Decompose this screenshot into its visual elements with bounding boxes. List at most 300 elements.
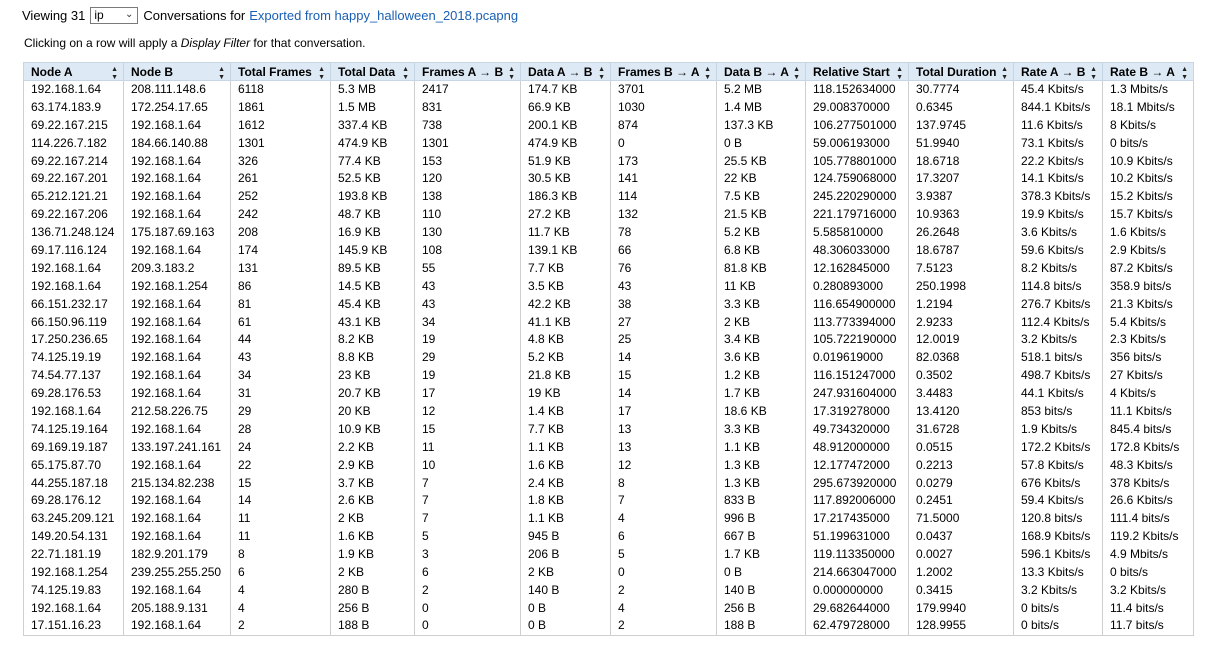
column-header[interactable] [231, 63, 331, 81]
sort-icon: ▲ ▼ [402, 66, 409, 81]
table-cell: 874 [611, 116, 717, 134]
table-cell: 17.319278000 [806, 403, 909, 421]
table-cell: 0.6345 [909, 98, 1014, 116]
table-cell: 11.7 bits/s [1103, 617, 1194, 635]
table-cell: 13 [611, 438, 717, 456]
table-cell: 1.2 KB [717, 367, 806, 385]
table-cell: 192.168.1.64 [24, 277, 124, 295]
hint-suffix: for that conversation. [250, 36, 366, 50]
column-header[interactable] [611, 63, 717, 81]
table-cell: 4 [611, 510, 717, 528]
table-cell: 28 [231, 420, 331, 438]
hint-prefix: Clicking on a row will apply a [24, 36, 181, 50]
table-cell: 11.1 Kbits/s [1103, 403, 1194, 421]
table-row[interactable] [24, 224, 1194, 242]
column-header-label: Rate B → A [1110, 64, 1175, 79]
table-cell: 48.3 Kbits/s [1103, 456, 1194, 474]
table-cell: 0.280893000 [806, 277, 909, 295]
table-cell: 337.4 KB [331, 116, 415, 134]
table-cell: 192.168.1.64 [124, 385, 231, 403]
protocol-select-value: ip [94, 8, 104, 22]
table-cell: 192.168.1.64 [124, 188, 231, 206]
table-cell: 17.3207 [909, 170, 1014, 188]
table-cell: 27.2 KB [521, 206, 611, 224]
table-row[interactable] [24, 492, 1194, 510]
table-cell: 192.168.1.64 [124, 617, 231, 635]
table-cell: 136.71.248.124 [24, 224, 124, 242]
table-cell: 59.006193000 [806, 134, 909, 152]
table-cell: 86 [231, 277, 331, 295]
table-cell: 18.6787 [909, 242, 1014, 260]
table-row[interactable] [24, 331, 1194, 349]
column-header-label: Total Frames [238, 64, 312, 79]
table-cell: 11.7 KB [521, 224, 611, 242]
table-cell: 256 B [717, 599, 806, 617]
table-cell: 44.1 Kbits/s [1014, 385, 1103, 403]
table-cell: 74.125.19.19 [24, 349, 124, 367]
table-cell: 996 B [717, 510, 806, 528]
table-cell: 14.5 KB [331, 277, 415, 295]
column-header-label: Frames A → B [422, 64, 504, 79]
table-cell: 1030 [611, 98, 717, 116]
table-cell: 8 [231, 546, 331, 564]
table-cell: 193.8 KB [331, 188, 415, 206]
table-row[interactable] [24, 367, 1194, 385]
table-cell: 19 [415, 367, 521, 385]
table-cell: 833 B [717, 492, 806, 510]
column-header[interactable] [1103, 63, 1194, 81]
table-cell: 4 [231, 581, 331, 599]
table-cell: 1.3 KB [717, 456, 806, 474]
table-cell: 18.6718 [909, 152, 1014, 170]
table-cell: 0 [611, 564, 717, 582]
table-row[interactable] [24, 581, 1194, 599]
table-cell: 116.654900000 [806, 295, 909, 313]
table-cell: 1861 [231, 98, 331, 116]
table-cell: 192.168.1.64 [124, 295, 231, 313]
table-cell: 7 [415, 492, 521, 510]
column-header[interactable] [331, 63, 415, 81]
table-cell: 61 [231, 313, 331, 331]
table-cell: 831 [415, 98, 521, 116]
table-cell: 140 B [521, 581, 611, 599]
table-cell: 295.673920000 [806, 474, 909, 492]
table-row[interactable] [24, 206, 1194, 224]
table-cell: 175.187.69.163 [124, 224, 231, 242]
table-row[interactable] [24, 510, 1194, 528]
table-cell: 4.8 KB [521, 331, 611, 349]
table-cell: 45.4 KB [331, 295, 415, 313]
table-row[interactable] [24, 81, 1194, 99]
column-header[interactable] [717, 63, 806, 81]
table-row[interactable] [24, 116, 1194, 134]
table-cell: 192.168.1.64 [124, 349, 231, 367]
table-cell: 192.168.1.254 [24, 564, 124, 582]
table-cell: 26.2648 [909, 224, 1014, 242]
table-cell: 74.125.19.164 [24, 420, 124, 438]
table-cell: 52.5 KB [331, 170, 415, 188]
table-cell: 114 [611, 188, 717, 206]
table-cell: 12.177472000 [806, 456, 909, 474]
table-cell: 69.28.176.12 [24, 492, 124, 510]
table-cell: 173 [611, 152, 717, 170]
table-row[interactable] [24, 242, 1194, 260]
table-cell: 49.734320000 [806, 420, 909, 438]
table-cell: 250.1998 [909, 277, 1014, 295]
table-cell: 34 [231, 367, 331, 385]
table-cell: 124.759068000 [806, 170, 909, 188]
table-cell: 192.168.1.64 [24, 403, 124, 421]
table-cell: 188 B [331, 617, 415, 635]
table-cell: 3.3 KB [717, 295, 806, 313]
table-cell: 192.168.1.64 [124, 116, 231, 134]
table-cell: 1.8 KB [521, 492, 611, 510]
table-cell: 119.2 Kbits/s [1103, 528, 1194, 546]
table-cell: 667 B [717, 528, 806, 546]
table-cell: 133.197.241.161 [124, 438, 231, 456]
filter-hint [24, 36, 366, 50]
table-cell: 10.2 Kbits/s [1103, 170, 1194, 188]
table-cell: 1.6 Kbits/s [1103, 224, 1194, 242]
table-cell: 42.2 KB [521, 295, 611, 313]
table-cell: 18.1 Mbits/s [1103, 98, 1194, 116]
table-cell: 0 B [521, 599, 611, 617]
table-cell: 245.220290000 [806, 188, 909, 206]
table-cell: 111.4 bits/s [1103, 510, 1194, 528]
column-header[interactable] [24, 63, 124, 81]
table-cell: 44 [231, 331, 331, 349]
table-cell: 19 KB [521, 385, 611, 403]
table-cell: 174.7 KB [521, 81, 611, 99]
sort-icon: ▲ ▼ [1001, 66, 1008, 81]
table-cell: 4 [231, 599, 331, 617]
table-cell: 192.168.1.64 [124, 170, 231, 188]
table-cell: 0 bits/s [1014, 599, 1103, 617]
table-cell: 114.8 bits/s [1014, 277, 1103, 295]
protocol-select[interactable] [90, 7, 138, 24]
table-cell: 14.1 Kbits/s [1014, 170, 1103, 188]
table-cell: 192.168.1.64 [124, 492, 231, 510]
table-cell: 11 [231, 528, 331, 546]
table-cell: 2.6 KB [331, 492, 415, 510]
table-cell: 27 [611, 313, 717, 331]
table-cell: 114.226.7.182 [24, 134, 124, 152]
capture-file-link[interactable]: Exported from happy_halloween_2018.pcapng [249, 7, 519, 23]
table-row[interactable] [24, 349, 1194, 367]
table-cell: 6 [231, 564, 331, 582]
table-cell: 192.168.1.64 [124, 528, 231, 546]
table-cell: 24 [231, 438, 331, 456]
table-cell: 66.150.96.119 [24, 313, 124, 331]
column-header[interactable] [806, 63, 909, 81]
table-cell: 43 [415, 277, 521, 295]
table-row[interactable] [24, 474, 1194, 492]
table-cell: 10.9363 [909, 206, 1014, 224]
table-cell: 17 [415, 385, 521, 403]
table-cell: 66.151.232.17 [24, 295, 124, 313]
column-header[interactable] [415, 63, 521, 81]
table-cell: 192.168.1.64 [124, 456, 231, 474]
column-header[interactable] [1014, 63, 1103, 81]
table-cell: 261 [231, 170, 331, 188]
table-cell: 945 B [521, 528, 611, 546]
table-cell: 7.7 KB [521, 420, 611, 438]
table-cell: 192.168.1.64 [124, 581, 231, 599]
table-row[interactable] [24, 385, 1194, 403]
table-cell: 4.9 Mbits/s [1103, 546, 1194, 564]
toolbar [22, 5, 518, 25]
table-cell: 172.2 Kbits/s [1014, 438, 1103, 456]
table-row[interactable] [24, 599, 1194, 617]
table-cell: 1612 [231, 116, 331, 134]
table-cell: 179.9940 [909, 599, 1014, 617]
table-cell: 25.5 KB [717, 152, 806, 170]
table-cell: 131 [231, 259, 331, 277]
table-cell: 82.0368 [909, 349, 1014, 367]
table-cell: 1.9 KB [331, 546, 415, 564]
table-cell: 74.54.77.137 [24, 367, 124, 385]
sort-icon: ▲ ▼ [704, 66, 711, 81]
table-cell: 474.9 KB [521, 134, 611, 152]
column-header-label: Node B [131, 64, 173, 79]
table-cell: 1.1 KB [521, 438, 611, 456]
table-cell: 1.4 KB [521, 403, 611, 421]
table-cell: 141 [611, 170, 717, 188]
column-header-label: Frames B → A [618, 64, 700, 79]
table-cell: 69.22.167.201 [24, 170, 124, 188]
table-cell: 55 [415, 259, 521, 277]
table-cell: 20.7 KB [331, 385, 415, 403]
table-cell: 4 Kbits/s [1103, 385, 1194, 403]
table-cell: 1301 [231, 134, 331, 152]
table-cell: 1.1 KB [717, 438, 806, 456]
table-cell: 44.255.187.18 [24, 474, 124, 492]
table-cell: 853 bits/s [1014, 403, 1103, 421]
table-cell: 172.254.17.65 [124, 98, 231, 116]
sort-icon: ▲ ▼ [318, 66, 325, 81]
table-cell: 12.0019 [909, 331, 1014, 349]
table-cell: 3.4 KB [717, 331, 806, 349]
table-cell: 174 [231, 242, 331, 260]
table-cell: 7 [415, 510, 521, 528]
table-cell: 1.3 Mbits/s [1103, 81, 1194, 99]
table-cell: 17.151.16.23 [24, 617, 124, 635]
table-cell: 205.188.9.131 [124, 599, 231, 617]
table-cell: 1.9 Kbits/s [1014, 420, 1103, 438]
table-cell: 29.008370000 [806, 98, 909, 116]
table-row[interactable] [24, 438, 1194, 456]
table-cell: 356 bits/s [1103, 349, 1194, 367]
table-cell: 21.8 KB [521, 367, 611, 385]
conversations-for-label: Conversations for [143, 7, 246, 23]
sort-icon: ▲ ▼ [1181, 66, 1188, 81]
table-row[interactable] [24, 188, 1194, 206]
table-cell: 2 [611, 617, 717, 635]
table-cell: 81.8 KB [717, 259, 806, 277]
table-cell: 5.2 MB [717, 81, 806, 99]
table-cell: 11.6 Kbits/s [1014, 116, 1103, 134]
table-cell: 0 B [717, 134, 806, 152]
table-cell: 38 [611, 295, 717, 313]
table-cell: 112.4 Kbits/s [1014, 313, 1103, 331]
table-cell: 66.9 KB [521, 98, 611, 116]
table-cell: 8.2 Kbits/s [1014, 259, 1103, 277]
table-cell: 0.3502 [909, 367, 1014, 385]
table-cell: 0.0027 [909, 546, 1014, 564]
table-cell: 247.931604000 [806, 385, 909, 403]
table-cell: 3701 [611, 81, 717, 99]
table-cell: 518.1 bits/s [1014, 349, 1103, 367]
table-cell: 186.3 KB [521, 188, 611, 206]
table-row[interactable] [24, 420, 1194, 438]
table-cell: 7.7 KB [521, 259, 611, 277]
table-cell: 130 [415, 224, 521, 242]
table-row[interactable] [24, 259, 1194, 277]
table-cell: 7 [611, 492, 717, 510]
column-header-label: Data A → B [528, 64, 593, 79]
table-cell: 29 [231, 403, 331, 421]
table-cell: 206 B [521, 546, 611, 564]
column-header-label: Total Data [338, 64, 396, 79]
column-header-label: Total Duration [916, 64, 997, 79]
table-cell: 25 [611, 331, 717, 349]
table-row[interactable] [24, 134, 1194, 152]
table-cell: 378 Kbits/s [1103, 474, 1194, 492]
table-cell: 3.3 KB [717, 420, 806, 438]
table-cell: 69.28.176.53 [24, 385, 124, 403]
table-cell: 57.8 Kbits/s [1014, 456, 1103, 474]
table-row[interactable] [24, 564, 1194, 582]
table-cell: 192.168.1.64 [24, 81, 124, 99]
table-row[interactable] [24, 295, 1194, 313]
table-cell: 19 [415, 331, 521, 349]
table-cell: 192.168.1.64 [124, 367, 231, 385]
column-header[interactable] [124, 63, 231, 81]
table-row[interactable] [24, 456, 1194, 474]
table-cell: 378.3 Kbits/s [1014, 188, 1103, 206]
table-cell: 0.3415 [909, 581, 1014, 599]
table-row[interactable] [24, 313, 1194, 331]
table-cell: 10.9 KB [331, 420, 415, 438]
table-cell: 2 [611, 581, 717, 599]
table-cell: 18.6 KB [717, 403, 806, 421]
table-cell: 192.168.1.64 [124, 510, 231, 528]
column-header[interactable] [909, 63, 1014, 81]
table-row[interactable] [24, 403, 1194, 421]
table-cell: 1.4 MB [717, 98, 806, 116]
table-cell: 59.6 Kbits/s [1014, 242, 1103, 260]
table-cell: 73.1 Kbits/s [1014, 134, 1103, 152]
table-cell: 209.3.183.2 [124, 259, 231, 277]
table-cell: 172.8 Kbits/s [1103, 438, 1194, 456]
table-cell: 192.168.1.64 [124, 331, 231, 349]
table-cell: 242 [231, 206, 331, 224]
table-cell: 30.7774 [909, 81, 1014, 99]
table-cell: 108 [415, 242, 521, 260]
table-cell: 22 KB [717, 170, 806, 188]
table-cell: 0.0437 [909, 528, 1014, 546]
table-row[interactable] [24, 528, 1194, 546]
table-cell: 474.9 KB [331, 134, 415, 152]
table-row[interactable] [24, 546, 1194, 564]
table-cell: 5.2 KB [521, 349, 611, 367]
table-cell: 2 KB [717, 313, 806, 331]
conversations-table-container [23, 62, 1193, 636]
table-row[interactable] [24, 277, 1194, 295]
table-cell: 13 [611, 420, 717, 438]
table-cell: 208 [231, 224, 331, 242]
table-cell: 3.9387 [909, 188, 1014, 206]
table-cell: 22.2 Kbits/s [1014, 152, 1103, 170]
table-cell: 78 [611, 224, 717, 242]
column-header[interactable] [521, 63, 611, 81]
table-cell: 69.17.116.124 [24, 242, 124, 260]
table-cell: 1301 [415, 134, 521, 152]
table-header-row [24, 63, 1194, 81]
table-cell: 14 [611, 385, 717, 403]
table-row[interactable] [24, 617, 1194, 635]
table-cell: 498.7 Kbits/s [1014, 367, 1103, 385]
table-cell: 14 [231, 492, 331, 510]
table-cell: 5.585810000 [806, 224, 909, 242]
table-cell: 2417 [415, 81, 521, 99]
table-cell: 140 B [717, 581, 806, 599]
table-cell: 51.9940 [909, 134, 1014, 152]
table-cell: 15 [231, 474, 331, 492]
table-cell: 188 B [717, 617, 806, 635]
table-row[interactable] [24, 98, 1194, 116]
table-cell: 65.175.87.70 [24, 456, 124, 474]
table-row[interactable] [24, 152, 1194, 170]
column-header-label: Rate A → B [1021, 64, 1086, 79]
table-cell: 844.1 Kbits/s [1014, 98, 1103, 116]
sort-icon: ▲ ▼ [598, 66, 605, 81]
table-cell: 2 KB [521, 564, 611, 582]
table-cell: 62.479728000 [806, 617, 909, 635]
table-cell: 2.3 Kbits/s [1103, 331, 1194, 349]
table-cell: 192.168.1.254 [124, 277, 231, 295]
table-cell: 3.2 Kbits/s [1014, 581, 1103, 599]
table-cell: 149.20.54.131 [24, 528, 124, 546]
table-body [24, 81, 1194, 636]
table-cell: 19.9 Kbits/s [1014, 206, 1103, 224]
table-cell: 26.6 Kbits/s [1103, 492, 1194, 510]
table-cell: 21.5 KB [717, 206, 806, 224]
table-cell: 137.9745 [909, 116, 1014, 134]
table-cell: 6 [415, 564, 521, 582]
table-cell: 43 [611, 277, 717, 295]
table-cell: 12.162845000 [806, 259, 909, 277]
table-cell: 252 [231, 188, 331, 206]
table-cell: 17.250.236.65 [24, 331, 124, 349]
sort-icon: ▲ ▼ [896, 66, 903, 81]
table-cell: 1.2002 [909, 564, 1014, 582]
table-cell: 6118 [231, 81, 331, 99]
table-cell: 14 [611, 349, 717, 367]
table-cell: 11 KB [717, 277, 806, 295]
table-cell: 7.5 KB [717, 188, 806, 206]
table-cell: 0.019619000 [806, 349, 909, 367]
table-row[interactable] [24, 170, 1194, 188]
table-cell: 113.773394000 [806, 313, 909, 331]
table-cell: 29 [415, 349, 521, 367]
table-cell: 1.6 KB [331, 528, 415, 546]
table-cell: 76 [611, 259, 717, 277]
table-cell: 2 KB [331, 564, 415, 582]
table-cell: 0.000000000 [806, 581, 909, 599]
table-cell: 119.113350000 [806, 546, 909, 564]
table-cell: 10.9 Kbits/s [1103, 152, 1194, 170]
